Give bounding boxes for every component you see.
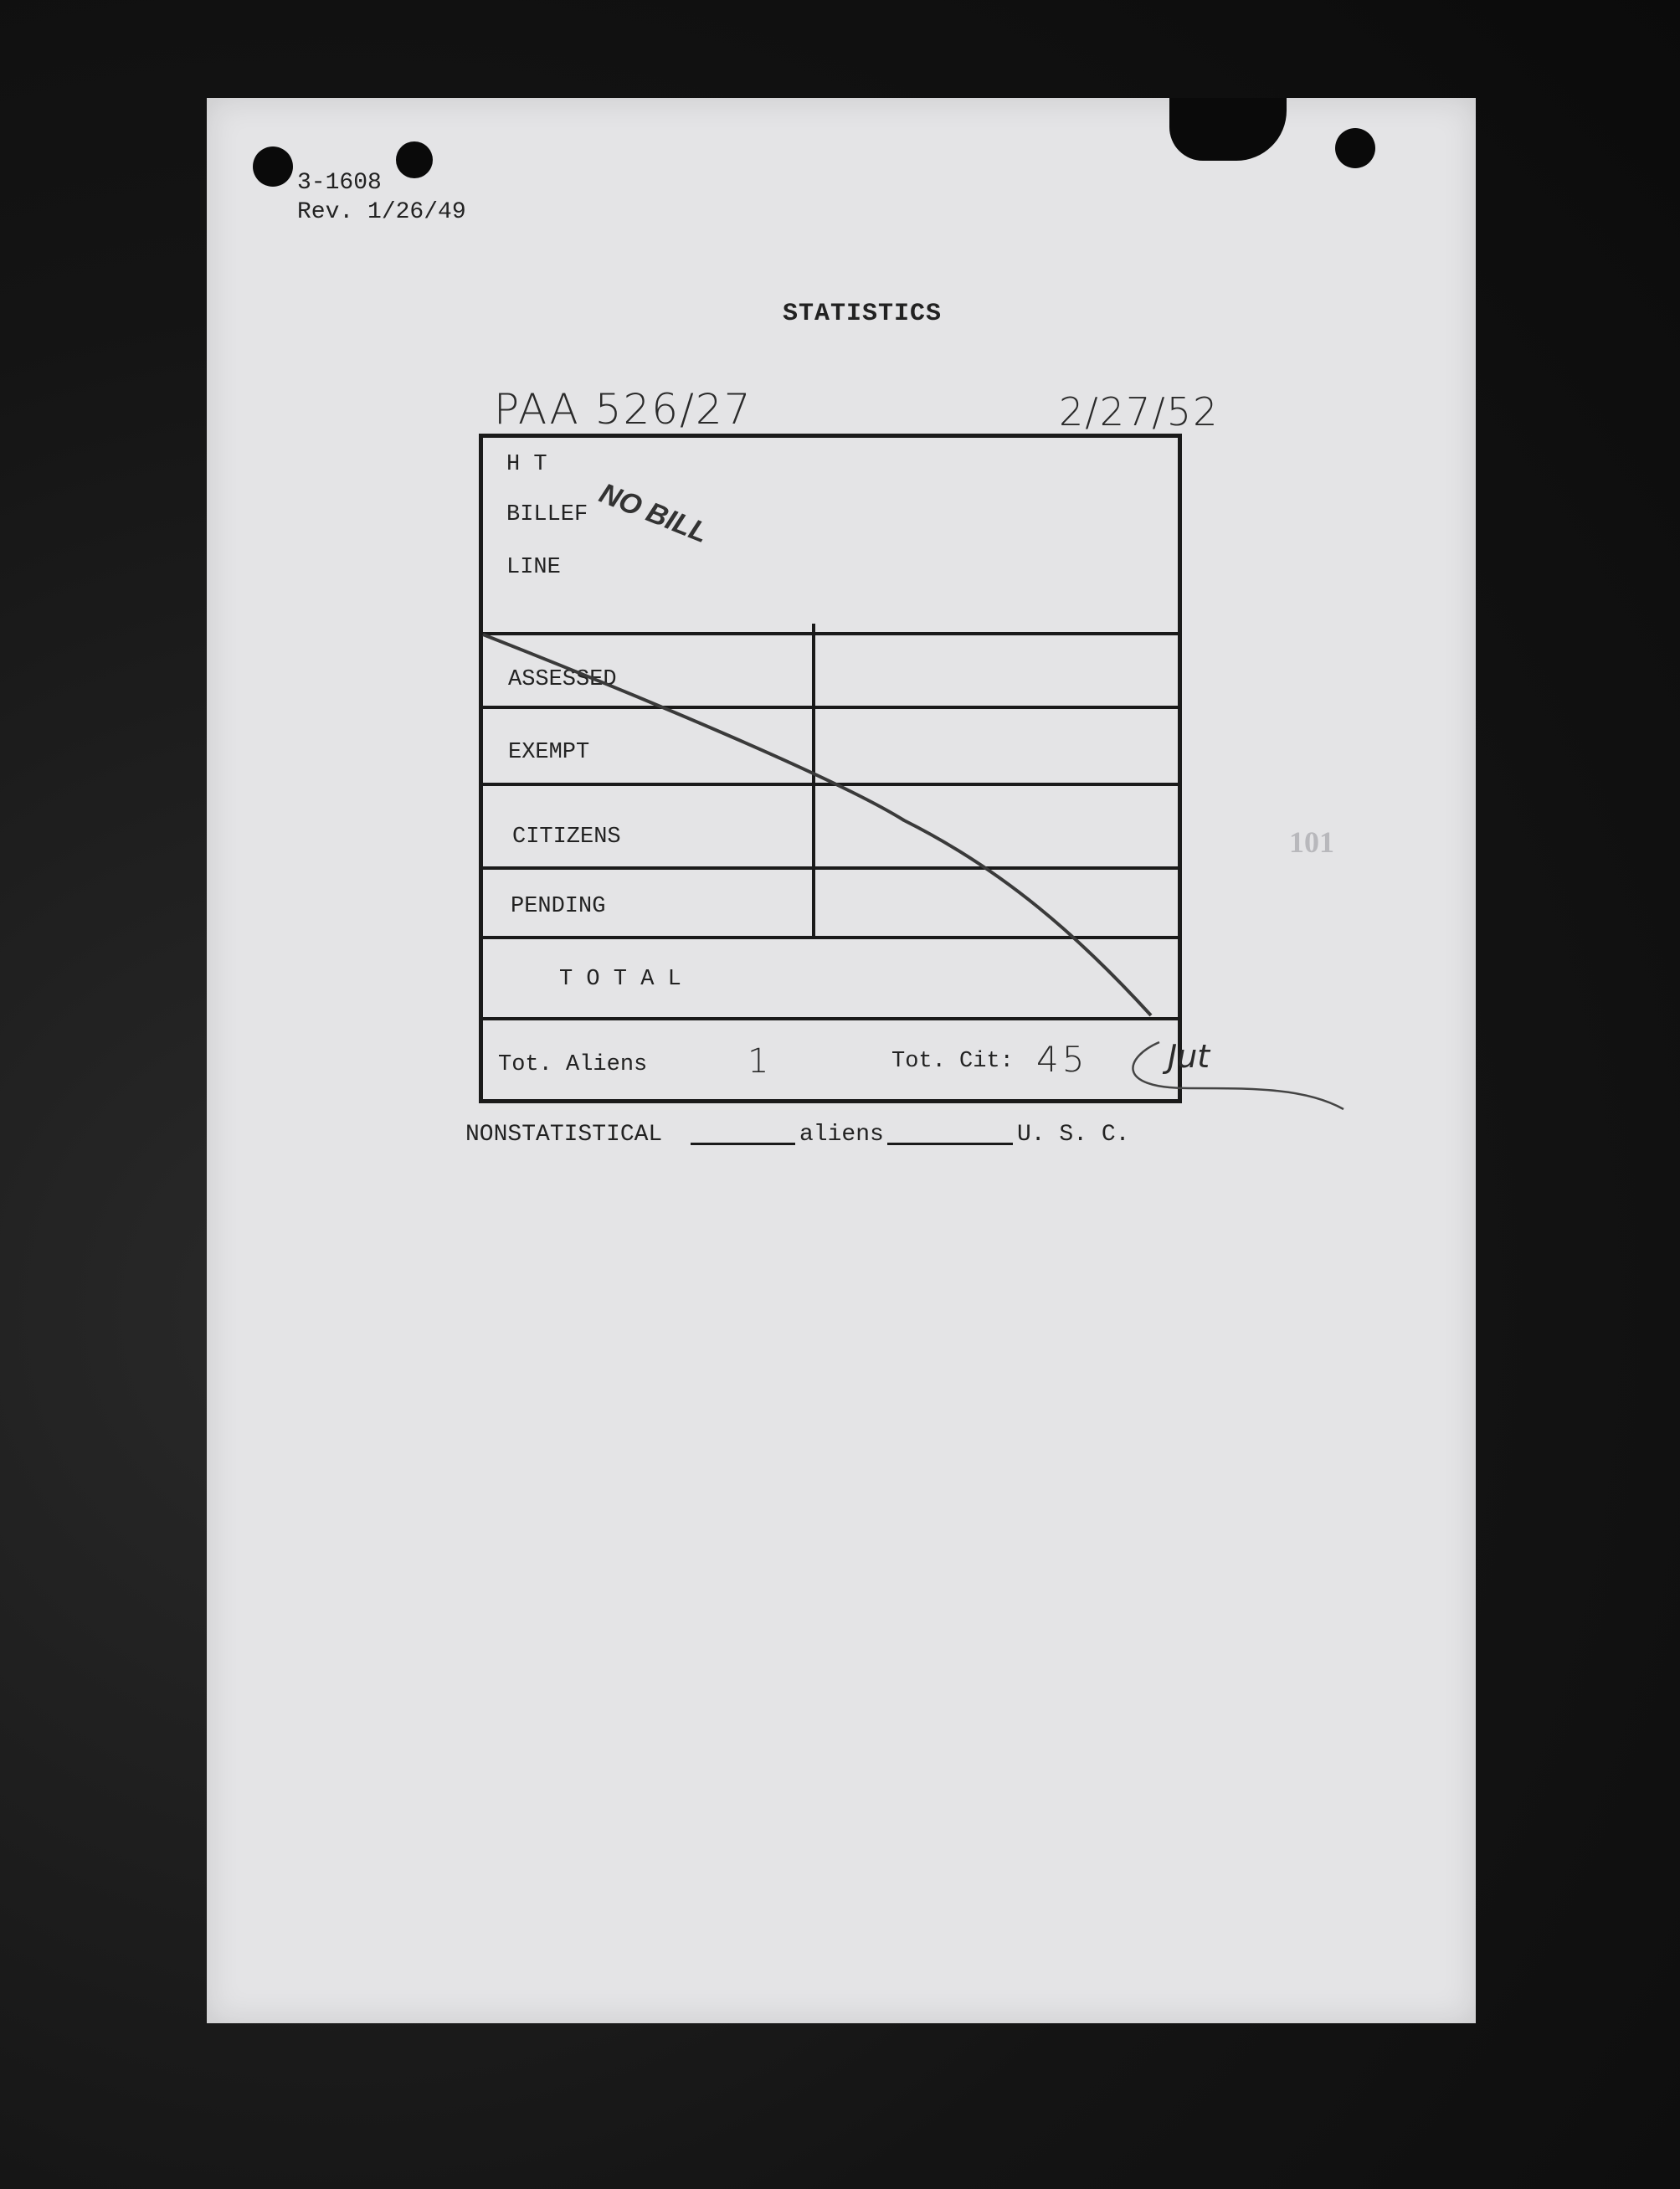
handwritten-file-ref: PAA 526/27	[494, 385, 753, 434]
nonstatistical-aliens-label: aliens	[799, 1122, 884, 1148]
no-bill-stamp: NO BILL	[594, 477, 713, 550]
row-label-citizens: CITIZENS	[512, 825, 621, 850]
handwritten-date: 2/27/52	[1059, 389, 1220, 434]
punch-hole-right	[1335, 128, 1375, 168]
page-title: STATISTICS	[783, 300, 943, 328]
header-label-line: LINE	[506, 555, 561, 580]
table-rule	[479, 632, 1178, 635]
table-rule	[479, 866, 1182, 870]
table-rule	[479, 1017, 1178, 1020]
header-label-biller: BILLEF	[506, 502, 588, 527]
nonstatistical-blank-2	[887, 1143, 1013, 1145]
table-rule	[479, 706, 1178, 709]
ink-blot	[1169, 98, 1287, 161]
column-divider	[812, 624, 815, 938]
form-number: 3-1608	[297, 170, 382, 196]
header-label-ht: H T	[506, 452, 547, 477]
punch-hole-left-2	[396, 141, 433, 178]
nonstatistical-label: NONSTATISTICAL	[465, 1122, 663, 1148]
margin-number: 101	[1289, 825, 1334, 859]
row-label-exempt: EXEMPT	[508, 740, 590, 765]
form-revision: Rev. 1/26/49	[297, 199, 466, 225]
total-aliens-label: Tot. Aliens	[498, 1052, 648, 1077]
total-citizens-label: Tot. Cit:	[891, 1049, 1014, 1074]
punch-hole-left	[253, 146, 293, 187]
table-rule	[479, 936, 1178, 939]
nonstatistical-usc-label: U. S. C.	[1017, 1122, 1130, 1148]
total-label: T O T A L	[559, 967, 681, 992]
nonstatistical-blank-1	[691, 1143, 795, 1145]
row-label-pending: PENDING	[511, 894, 606, 919]
total-citizens-value: 45	[1036, 1039, 1088, 1080]
initials-signature: Jut	[1168, 1038, 1210, 1075]
statistics-table	[479, 434, 1182, 1103]
table-rule	[479, 783, 1178, 786]
total-aliens-value: 1	[748, 1042, 769, 1081]
row-label-assessed: ASSESSED	[508, 667, 617, 692]
